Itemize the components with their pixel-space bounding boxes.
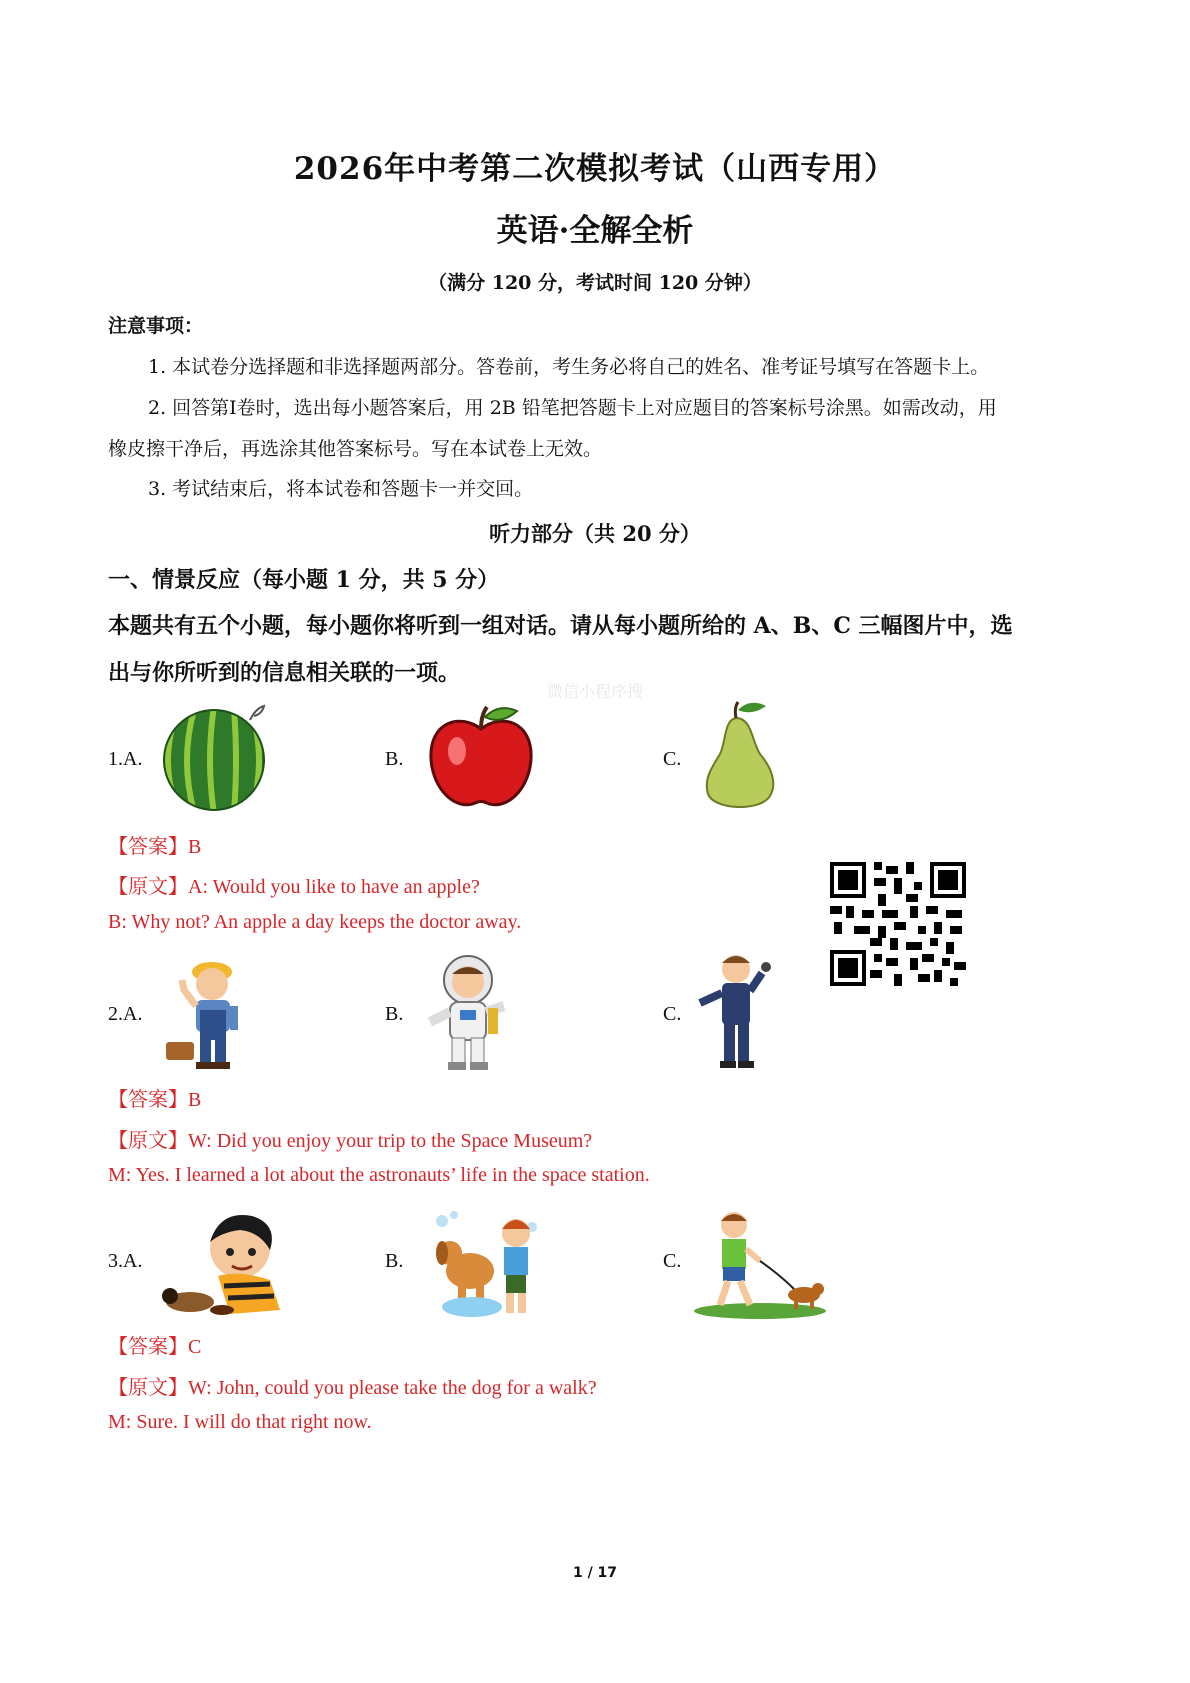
document-title: 2026年中考第二次模拟考试（山西专用） bbox=[293, 151, 897, 187]
q2-label-a: 2.A. bbox=[108, 1003, 143, 1025]
instruction-line-1: 本题共有五个小题，每小题你将听到一组对话。请从每小题所给的 A、B、C 三幅图片中，选 bbox=[108, 613, 1013, 639]
q1-label-b: B. bbox=[385, 748, 404, 770]
qr-code-icon bbox=[830, 862, 966, 986]
q1-transcript-line-1: 【原文】A: Would you like to have an apple? bbox=[108, 876, 480, 898]
q3-label-b: B. bbox=[385, 1250, 404, 1272]
q2-transcript-line-2: M: Yes. I learned a lot about the astronauts’ life in the space station. bbox=[108, 1164, 650, 1186]
section-title: 一、情景反应（每小题 1 分，共 5 分） bbox=[108, 567, 500, 593]
boy-feeding-dog-icon bbox=[160, 1210, 300, 1320]
watermark-text: 微信小程序搜 bbox=[546, 682, 643, 701]
q1-transcript-line-2: B: Why not? An apple a day keeps the doctor away. bbox=[108, 911, 522, 933]
notice-item-1: 1. 本试卷分选择题和非选择题两部分。答卷前，考生务必将自己的姓名、准考证号填写在答题卡上。 bbox=[148, 356, 990, 378]
document-subtitle: 英语·全解全析 bbox=[496, 213, 694, 249]
q1-label-c: C. bbox=[663, 748, 682, 770]
q3-answer: 【答案】C bbox=[108, 1336, 202, 1358]
notice-item-2-line-1: 2. 回答第Ⅰ卷时，选出每小题答案后，用 2B 铅笔把答题卡上对应题目的答案标号涂黑。如需改动，用 bbox=[148, 397, 997, 419]
q2-label-b: B. bbox=[385, 1003, 404, 1025]
q3-label-a: 3.A. bbox=[108, 1250, 143, 1272]
boy-washing-dog-icon bbox=[428, 1205, 550, 1323]
instruction-line-2: 出与你所听到的信息相关联的一项。 bbox=[108, 660, 461, 686]
q3-transcript-line-2: M: Sure. I will do that right now. bbox=[108, 1411, 372, 1433]
q1-label-a: 1.A. bbox=[108, 748, 143, 770]
q2-transcript-line-1: 【原文】W: Did you enjoy your trip to the Space Museum? bbox=[108, 1130, 593, 1152]
q2-answer: 【答案】B bbox=[108, 1089, 202, 1111]
astronaut-icon bbox=[420, 950, 512, 1072]
worker-icon bbox=[160, 950, 256, 1072]
pear-icon bbox=[700, 700, 780, 812]
notice-heading: 注意事项： bbox=[108, 315, 204, 337]
page-number: 1 / 17 bbox=[572, 1565, 618, 1581]
q3-label-c: C. bbox=[663, 1250, 682, 1272]
singer-icon bbox=[690, 945, 790, 1073]
q1-answer: 【答案】B bbox=[108, 836, 202, 858]
listening-part-title: 听力部分（共 20 分） bbox=[489, 521, 701, 546]
notice-item-2-line-2: 橡皮擦干净后，再选涂其他答案标号。写在本试卷上无效。 bbox=[108, 438, 603, 460]
watermelon-icon bbox=[158, 700, 270, 812]
boy-walking-dog-icon bbox=[690, 1205, 830, 1323]
notice-item-3: 3. 考试结束后，将本试卷和答题卡一并交回。 bbox=[148, 478, 534, 500]
apple-icon bbox=[425, 703, 537, 813]
q2-label-c: C. bbox=[663, 1003, 682, 1025]
q3-transcript-line-1: 【原文】W: John, could you please take the dog for a walk? bbox=[108, 1377, 597, 1399]
score-info: （满分 120 分，考试时间 120 分钟） bbox=[428, 272, 762, 294]
